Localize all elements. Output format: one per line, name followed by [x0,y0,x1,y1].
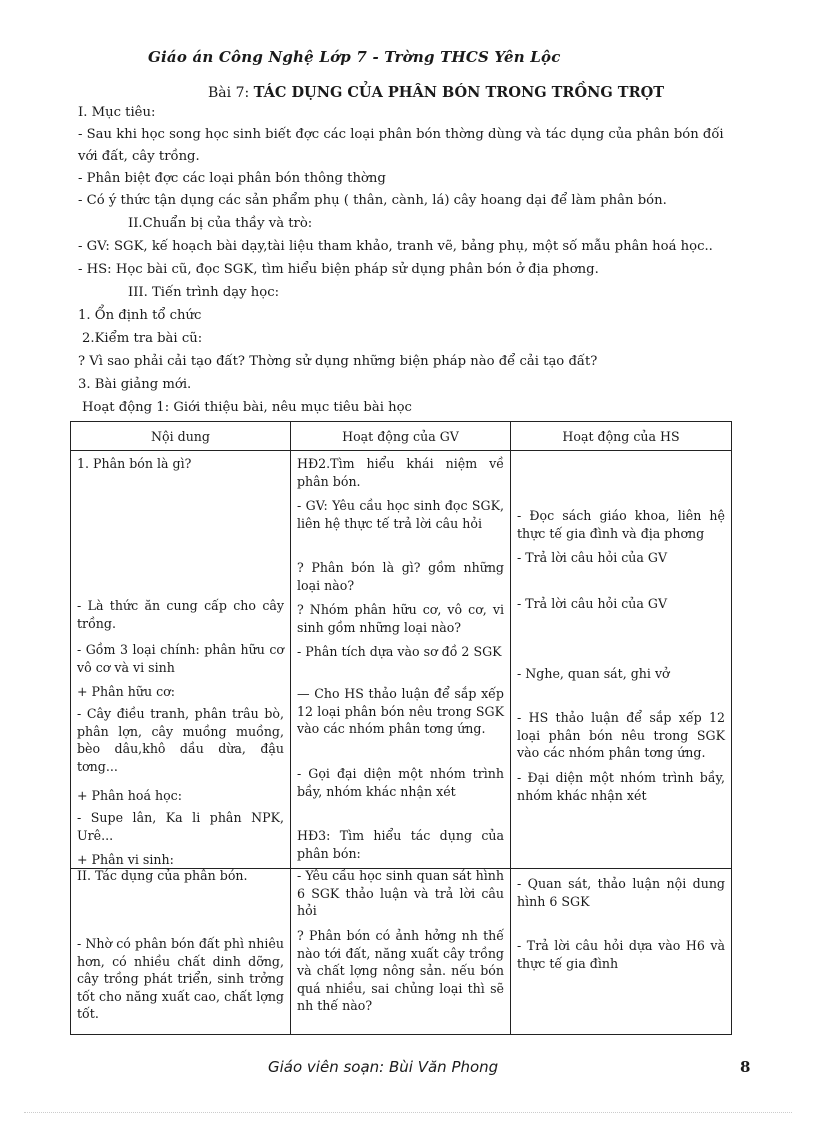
column-header: Hoạt động của GV [291,422,511,451]
text-line: - Có ý thức tận dụng các sản phẩm phụ ( thân, cành, lá) cây hoang dại để làm phân bón. [78,193,667,208]
text-line: - GV: SGK, kế hoạch bài dạy,tài liệu tham khảo, tranh vẽ, bảng phụ, một số mẫu phân hoá học.. [78,239,713,254]
page-divider [24,1112,792,1113]
cell-paragraph: ? Phân bón có ảnh hởng nh thế nào tới đất, năng xuất cây trồng và chất lợng nông sản. nếu bón quá nhiều, sai chủng loại thì sẽ nh thế nào? [297,928,504,1013]
student-activity-cell [511,869,732,1035]
student-activity-cell [511,451,732,869]
cell-paragraph: - Supe lân, Ka li phân NPK, Urê... [77,810,284,843]
cell-paragraph: II. Tác dụng của phân bón. [77,868,248,883]
table-header-row [71,422,732,451]
section-process: III. Tiến trình dạy học: [128,285,280,300]
cell-paragraph: - Nghe, quan sát, ghi vở [517,666,670,681]
lesson-title [208,84,664,101]
teacher-activity-cell [291,869,511,1035]
lesson-number: Bài 7: [208,85,250,101]
text-line: với đất, cây trồng. [78,149,200,164]
content-cell [71,451,291,869]
cell-paragraph: - Gồm 3 loại chính: phân hữu cơ vô cơ và vi sinh [77,642,284,675]
table-row [71,451,732,869]
footer-teacher: Giáo viên soạn: Bùi Văn Phong [268,1058,499,1076]
lesson-title-text: TÁC DỤNG CỦA PHÂN BÓN TRONG TRỒNG TRỌT [253,84,665,101]
cell-paragraph: 1. Phân bón là gì? [77,456,192,471]
activity-intro: Hoạt động 1: Giới thiệu bài, nêu mục tiêu bài học [82,400,412,415]
text-line: - Phân biệt đợc các loại phân bón thông thờng [78,171,386,186]
lesson-table [70,421,732,1035]
teacher-activity-cell [291,451,511,869]
section-objectives: I. Mục tiêu: [78,105,156,120]
cell-paragraph: - Là thức ăn cung cấp cho cây trồng. [77,598,284,631]
cell-paragraph: — Cho HS thảo luận để sắp xếp 12 loại phân bón nêu trong SGK vào các nhóm phân tơng ứng. [297,686,504,736]
text-line: ? Vì sao phải cải tạo đất? Thờng sử dụng những biện pháp nào để cải tạo đất? [78,354,598,369]
cell-paragraph: ? Nhóm phân hữu cơ, vô cơ, vi sinh gồm những loại nào? [297,602,504,635]
cell-paragraph: - HS thảo luận để sắp xếp 12 loại phân bón nêu trong SGK vào các nhóm phân tơng ứng. [517,710,725,760]
cell-paragraph: - Phân tích dựa vào sơ đồ 2 SGK [297,644,502,659]
page-number: 8 [740,1058,751,1076]
section-preparation: II.Chuẩn bị của thầy và trò: [128,216,313,231]
cell-paragraph: - Nhờ có phân bón đất phì nhiêu hơn, có nhiều chất dinh dỡng, cây trồng phát triển, sinh trởng tốt cho năng xuất cao, chất lợng tốt. [77,936,284,1021]
table-row [71,869,732,1035]
cell-paragraph: HĐ3: Tìm hiểu tác dụng của phân bón: [297,828,504,861]
cell-paragraph: - Yêu cầu học sinh quan sát hình 6 SGK thảo luận và trả lời câu hỏi [297,868,504,918]
cell-paragraph: - GV: Yêu cầu học sinh đọc SGK, liên hệ thực tế trả lời câu hỏi [297,498,504,531]
cell-paragraph: + Phân vi sinh: [77,852,174,867]
text-line: 3. Bài giảng mới. [78,377,192,392]
column-header: Hoạt động của HS [511,422,732,451]
cell-paragraph: - Đại diện một nhóm trình bầy, nhóm khác nhận xét [517,770,725,803]
cell-paragraph: - Trả lời câu hỏi của GV [517,550,668,565]
text-line: - Sau khi học song học sinh biết đợc các loại phân bón thờng dùng và tác dụng của phân bón đối [78,127,724,142]
cell-paragraph: ? Phân bón là gì? gồm những loại nào? [297,560,504,593]
content-cell [71,869,291,1035]
cell-paragraph: - Trả lời câu hỏi của GV [517,596,668,611]
cell-paragraph: HĐ2.Tìm hiểu khái niệm về phân bón. [297,456,504,489]
cell-paragraph: + Phân hoá học: [77,788,182,803]
text-line: 2.Kiểm tra bài cũ: [82,331,203,346]
text-line: 1. Ổn định tổ chức [78,308,202,323]
document-header: Giáo án Công Nghệ Lớp 7 - Trờng THCS Yên Lộc [148,48,561,66]
cell-paragraph: + Phân hữu cơ: [77,684,175,699]
cell-paragraph: - Gọi đại diện một nhóm trình bầy, nhóm khác nhận xét [297,766,504,799]
cell-paragraph: - Đọc sách giáo khoa, liên hệ thực tế gia đình và địa phơng [517,508,725,541]
cell-paragraph: - Trả lời câu hỏi dựa vào H6 và thực tế gia đình [517,938,725,971]
cell-paragraph: - Cây điều tranh, phân trâu bò, phân lợn, cây muồng muồng, bèo dâu,khô dầu dừa, đậu tơng... [77,706,284,774]
column-header: Nội dung [71,422,291,451]
text-line: - HS: Học bài cũ, đọc SGK, tìm hiểu biện pháp sử dụng phân bón ở địa phơng. [78,262,599,277]
cell-paragraph: - Quan sát, thảo luận nội dung hình 6 SGK [517,876,725,909]
